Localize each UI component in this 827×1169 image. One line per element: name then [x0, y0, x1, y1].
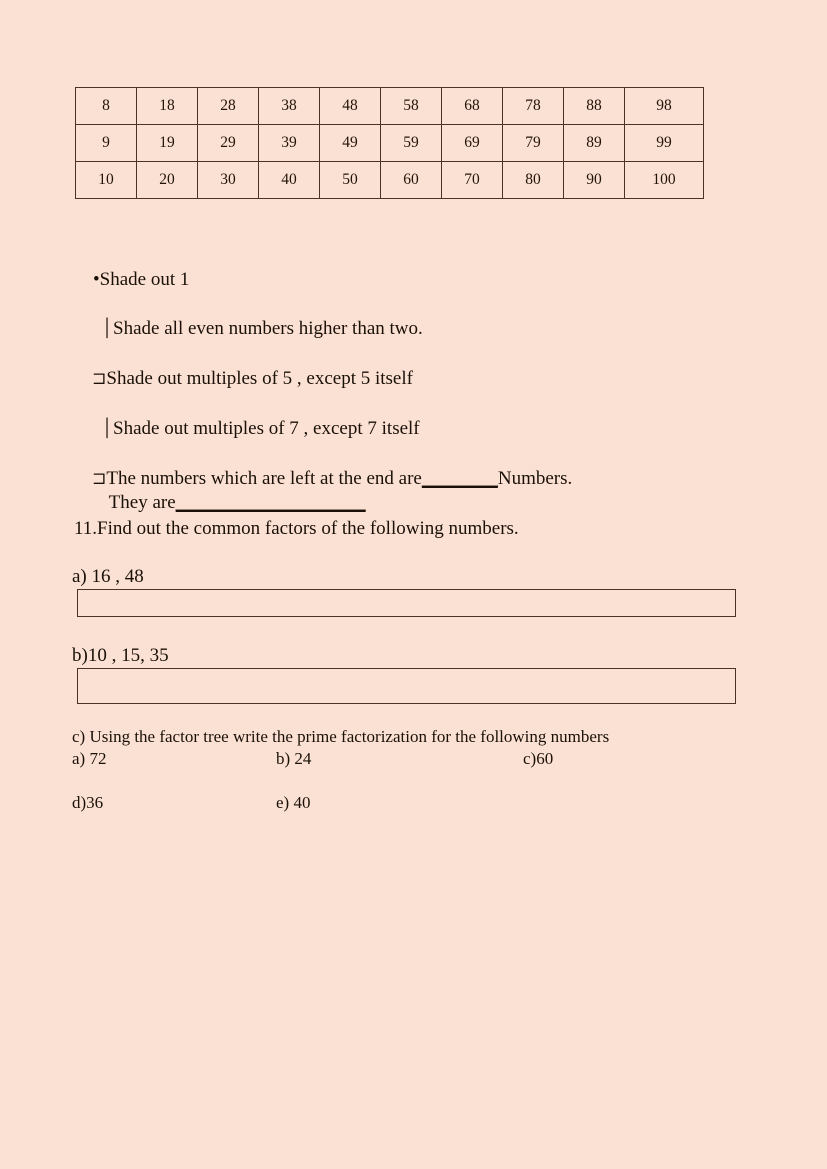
grid-cell[interactable]: 58	[381, 88, 442, 125]
question-c-item-e: e) 40	[276, 793, 311, 812]
grid-cell[interactable]: 49	[320, 125, 381, 162]
instruction-label: Shade out 1	[99, 269, 190, 291]
table-row	[76, 162, 704, 199]
conclusion-text-they-are: They are	[108, 492, 176, 514]
grid-cell[interactable]: 89	[564, 125, 625, 162]
instruction-label: Shade out multiples of 5 , except 5 itself	[106, 368, 413, 390]
grid-cell[interactable]: 28	[198, 88, 259, 125]
answer-box-11b[interactable]	[77, 668, 736, 704]
grid-cell[interactable]: 69	[442, 125, 503, 162]
grid-cell[interactable]: 90	[564, 162, 625, 199]
instruction-label: Shade all even numbers higher than two.	[113, 318, 423, 340]
number-grid-container	[75, 87, 703, 199]
grid-cell[interactable]: 70	[442, 162, 503, 199]
grid-cell[interactable]: 20	[137, 162, 198, 199]
question-11a-label: a) 16 , 48	[72, 566, 144, 587]
question-c-item-a: a) 72	[72, 749, 107, 768]
grid-cell[interactable]: 48	[320, 88, 381, 125]
grid-cell[interactable]: 59	[381, 125, 442, 162]
question-11-heading: 11.Find out the common factors of the following numbers.	[74, 518, 519, 539]
grid-cell[interactable]: 88	[564, 88, 625, 125]
number-grid-body	[76, 88, 704, 199]
grid-cell[interactable]: 38	[259, 88, 320, 125]
grid-cell[interactable]: 30	[198, 162, 259, 199]
conclusion-text-post: Numbers.	[497, 468, 573, 490]
conclusion-text-pre: The numbers which are left at the end are	[106, 468, 422, 490]
grid-cell[interactable]: 39	[259, 125, 320, 162]
grid-cell[interactable]: 10	[76, 162, 137, 199]
grid-cell[interactable]: 40	[259, 162, 320, 199]
grid-cell[interactable]: 100	[625, 162, 704, 199]
grid-cell[interactable]: 80	[503, 162, 564, 199]
grid-cell[interactable]: 18	[137, 88, 198, 125]
grid-cell[interactable]: 29	[198, 125, 259, 162]
question-c-item-c: c)60	[523, 749, 554, 768]
fill-blank[interactable]: ____________________	[175, 492, 366, 514]
question-c-item-d: d)36	[72, 793, 104, 812]
question-11b-label: b)10 , 15, 35	[72, 645, 169, 666]
grid-cell[interactable]: 99	[625, 125, 704, 162]
grid-cell[interactable]: 19	[137, 125, 198, 162]
answer-box-11a[interactable]	[77, 589, 736, 617]
fill-blank[interactable]: ________	[421, 468, 498, 490]
table-row	[76, 125, 704, 162]
question-c-heading: c) Using the factor tree write the prime factorization for the following numbers	[72, 727, 610, 746]
grid-cell[interactable]: 9	[76, 125, 137, 162]
checkbox-glyph-icon: ⊐	[92, 469, 107, 489]
grid-cell[interactable]: 79	[503, 125, 564, 162]
bullet-icon: •	[93, 269, 100, 291]
number-grid-table	[75, 87, 704, 199]
grid-cell[interactable]: 78	[503, 88, 564, 125]
grid-cell[interactable]: 68	[442, 88, 503, 125]
grid-cell[interactable]: 60	[381, 162, 442, 199]
grid-cell[interactable]: 8	[76, 88, 137, 125]
instruction-label: Shade out multiples of 7 , except 7 itself	[113, 418, 420, 440]
bar-marker-icon: │	[101, 318, 114, 338]
grid-cell[interactable]: 50	[320, 162, 381, 199]
checkbox-glyph-icon: ⊐	[92, 369, 107, 389]
grid-cell[interactable]: 98	[625, 88, 704, 125]
table-row	[76, 88, 704, 125]
bar-marker-icon: │	[101, 418, 114, 438]
question-c-item-b: b) 24	[276, 749, 312, 768]
